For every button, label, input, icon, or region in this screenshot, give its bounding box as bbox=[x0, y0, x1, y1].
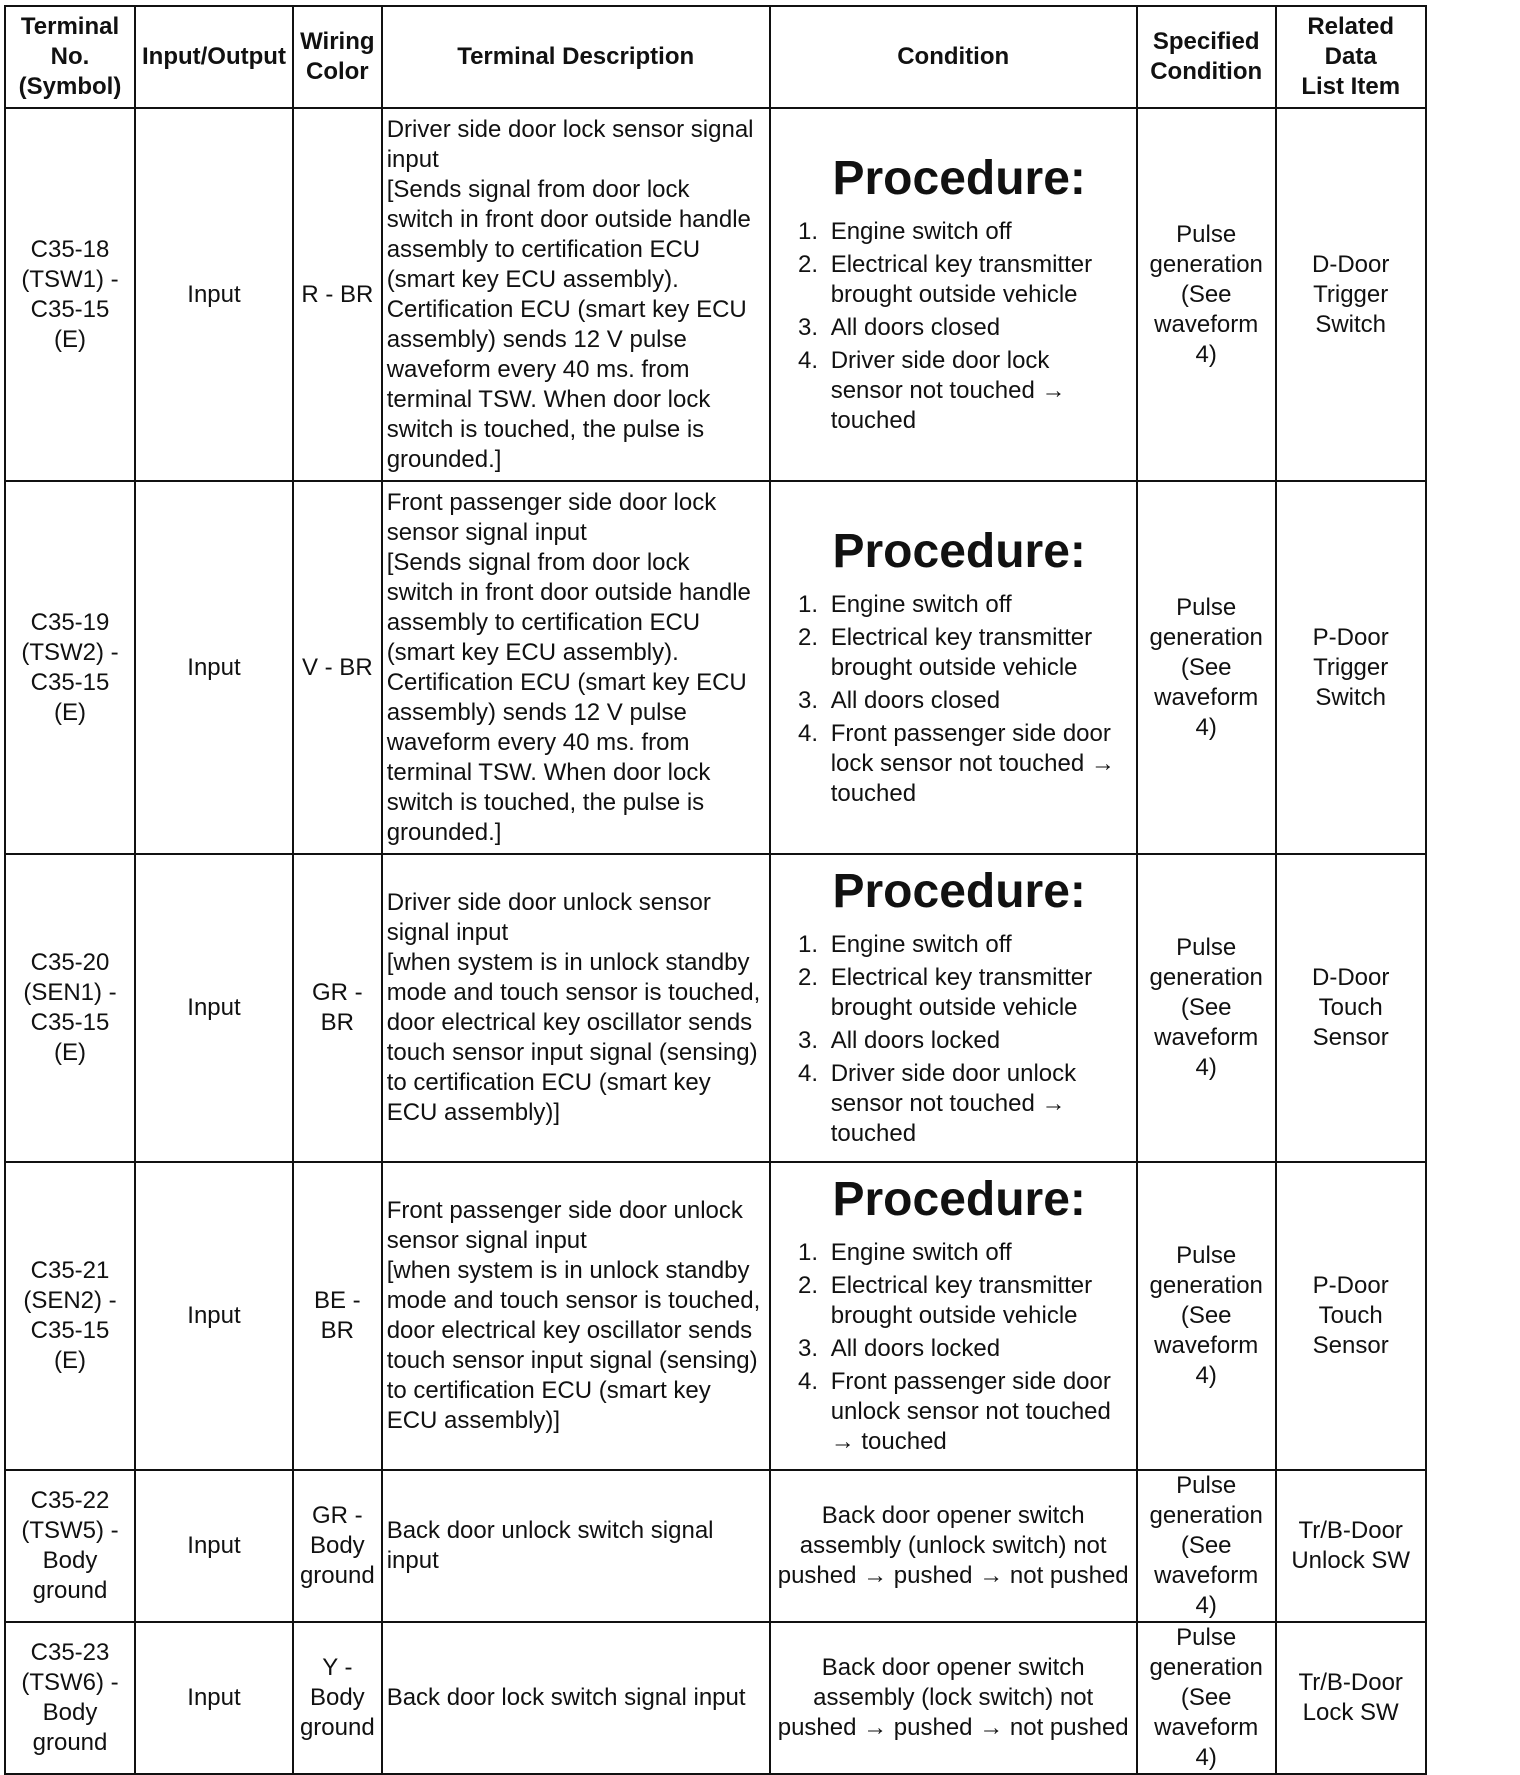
related-cell: D-Door Touch Sensor bbox=[1276, 854, 1426, 1162]
header-row bbox=[5, 6, 1426, 108]
wiring-cell: GR - Body ground bbox=[293, 1470, 382, 1622]
wiring-cell: V - BR bbox=[293, 481, 382, 854]
terminal-table bbox=[4, 5, 1427, 1775]
io-cell: Input bbox=[135, 1470, 293, 1622]
header-wiring: Wiring Color bbox=[293, 6, 382, 108]
specified-cell: Pulse generation (See waveform 4) bbox=[1137, 1470, 1276, 1622]
procedure-steps bbox=[791, 930, 1128, 1149]
description-cell: Back door lock switch signal input bbox=[382, 1622, 770, 1774]
procedure-steps bbox=[791, 590, 1128, 809]
description-cell: Front passenger side door unlock sensor signal input [when system is in unlock standby mode and touch sensor is touched, door electrical key oscillator sends touch sensor input signal (sensing) to certification ECU (smart key ECU assembly)] bbox=[382, 1162, 770, 1470]
description-cell: Front passenger side door lock sensor signal input [Sends signal from door lock switch in front door outside handle assembly to certification ECU (smart key ECU assembly). Certification ECU (smart key ECU assembly) sends 12 V pulse waveform every 40 ms. from terminal TSW. When door lock switch is touched, the pulse is grounded.] bbox=[382, 481, 770, 854]
condition-cell: Back door opener switch assembly (lock switch) not pushed → pushed → not pushed bbox=[770, 1622, 1137, 1774]
terminal-cell: C35-19 (TSW2) - C35-15 (E) bbox=[5, 481, 135, 854]
specified-cell: Pulse generation (See waveform 4) bbox=[1137, 854, 1276, 1162]
table-row bbox=[5, 108, 1426, 481]
procedure-step: 4. Driver side door lock sensor not touched → touched bbox=[825, 346, 1128, 436]
specified-cell: Pulse generation (See waveform 4) bbox=[1137, 108, 1276, 481]
terminal-cell: C35-18 (TSW1) - C35-15 (E) bbox=[5, 108, 135, 481]
procedure-step: 3. All doors closed bbox=[825, 686, 1128, 716]
condition-cell bbox=[770, 1162, 1137, 1470]
io-cell: Input bbox=[135, 1622, 293, 1774]
related-cell: Tr/B-Door Unlock SW bbox=[1276, 1470, 1426, 1622]
procedure-step: 2. Electrical key transmitter brought outside vehicle bbox=[825, 1271, 1128, 1331]
terminal-cell: C35-21 (SEN2) - C35-15 (E) bbox=[5, 1162, 135, 1470]
procedure-step: 4. Front passenger side door lock sensor not touched → touched bbox=[825, 719, 1128, 809]
table-row bbox=[5, 481, 1426, 854]
table-row bbox=[5, 1162, 1426, 1470]
related-cell: D-Door Trigger Switch bbox=[1276, 108, 1426, 481]
procedure-step: 3. All doors closed bbox=[825, 313, 1128, 343]
io-cell: Input bbox=[135, 108, 293, 481]
table-row bbox=[5, 1622, 1426, 1774]
description-cell: Driver side door unlock sensor signal input [when system is in unlock standby mode and touch sensor is touched, door electrical key oscillator sends touch sensor input signal (sensing) to certification ECU (smart key ECU assembly)] bbox=[382, 854, 770, 1162]
io-cell: Input bbox=[135, 1162, 293, 1470]
procedure-title: Procedure: bbox=[832, 865, 1086, 918]
procedure-steps bbox=[791, 1238, 1128, 1457]
description-cell: Back door unlock switch signal input bbox=[382, 1470, 770, 1622]
terminal-cell: C35-22 (TSW5) - Body ground bbox=[5, 1470, 135, 1622]
io-cell: Input bbox=[135, 481, 293, 854]
wiring-cell: BE - BR bbox=[293, 1162, 382, 1470]
procedure-step: 2. Electrical key transmitter brought outside vehicle bbox=[825, 250, 1128, 310]
header-description: Terminal Description bbox=[382, 6, 770, 108]
related-cell: P-Door Trigger Switch bbox=[1276, 481, 1426, 854]
table-row bbox=[5, 1470, 1426, 1622]
condition-cell bbox=[770, 108, 1137, 481]
procedure-step: 4. Front passenger side door unlock sensor not touched → touched bbox=[825, 1367, 1128, 1457]
procedure-step: 1. Engine switch off bbox=[825, 930, 1128, 960]
procedure-step: 1. Engine switch off bbox=[825, 217, 1128, 247]
condition-cell: Back door opener switch assembly (unlock switch) not pushed → pushed → not pushed bbox=[770, 1470, 1137, 1622]
io-cell: Input bbox=[135, 854, 293, 1162]
related-cell: Tr/B-Door Lock SW bbox=[1276, 1622, 1426, 1774]
header-terminal: Terminal No. (Symbol) bbox=[5, 6, 135, 108]
table-row bbox=[5, 854, 1426, 1162]
description-cell: Driver side door lock sensor signal input [Sends signal from door lock switch in front door outside handle assembly to certification ECU (smart key ECU assembly). Certification ECU (smart key ECU assembly) sends 12 V pulse waveform every 40 ms. from terminal TSW. When door lock switch is touched, the pulse is grounded.] bbox=[382, 108, 770, 481]
terminal-cell: C35-23 (TSW6) - Body ground bbox=[5, 1622, 135, 1774]
procedure-step: 2. Electrical key transmitter brought outside vehicle bbox=[825, 963, 1128, 1023]
procedure-step: 3. All doors locked bbox=[825, 1026, 1128, 1056]
procedure-step: 4. Driver side door unlock sensor not touched → touched bbox=[825, 1059, 1128, 1149]
procedure-title: Procedure: bbox=[832, 1173, 1086, 1226]
related-cell: P-Door Touch Sensor bbox=[1276, 1162, 1426, 1470]
procedure-step: 1. Engine switch off bbox=[825, 1238, 1128, 1268]
header-condition: Condition bbox=[770, 6, 1137, 108]
procedure-title: Procedure: bbox=[832, 524, 1086, 578]
condition-cell bbox=[770, 481, 1137, 854]
wiring-cell: R - BR bbox=[293, 108, 382, 481]
procedure-title: Procedure: bbox=[832, 151, 1086, 205]
specified-cell: Pulse generation (See waveform 4) bbox=[1137, 1622, 1276, 1774]
wiring-cell: GR - BR bbox=[293, 854, 382, 1162]
specified-cell: Pulse generation (See waveform 4) bbox=[1137, 481, 1276, 854]
terminal-cell: C35-20 (SEN1) - C35-15 (E) bbox=[5, 854, 135, 1162]
wiring-cell: Y - Body ground bbox=[293, 1622, 382, 1774]
header-specified: Specified Condition bbox=[1137, 6, 1276, 108]
condition-cell bbox=[770, 854, 1137, 1162]
procedure-steps bbox=[791, 217, 1128, 436]
procedure-step: 2. Electrical key transmitter brought outside vehicle bbox=[825, 623, 1128, 683]
header-related: Related Data List Item bbox=[1276, 6, 1426, 108]
header-io: Input/Output bbox=[135, 6, 293, 108]
procedure-step: 1. Engine switch off bbox=[825, 590, 1128, 620]
specified-cell: Pulse generation (See waveform 4) bbox=[1137, 1162, 1276, 1470]
procedure-step: 3. All doors locked bbox=[825, 1334, 1128, 1364]
